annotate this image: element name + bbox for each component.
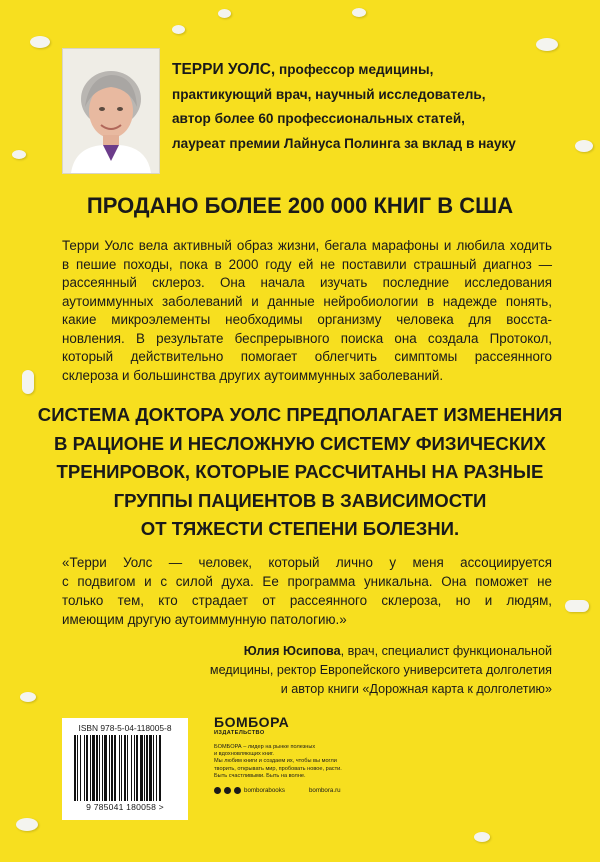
barcode-bar [90, 735, 91, 801]
quote-line: только тем, кто страдает от рассеянного склероза, но и людям, [62, 593, 552, 608]
barcode-digits: 9 785041 180058 > [86, 802, 164, 812]
publisher-desc-line: Быть счастливыми. Быть на волне. [214, 772, 306, 779]
barcode-bar [131, 735, 132, 801]
publisher-desc-line: и вдохновляющих книг. [214, 751, 274, 758]
description-line: какие микроэлементы необходимы организму человека для восста- [62, 312, 552, 327]
publisher-desc-line: Мы любим книги и создаем их, чтобы вы могли [214, 758, 337, 765]
instagram-icon [234, 787, 241, 794]
barcode-bar [111, 735, 113, 801]
testimonial-quote [62, 553, 552, 629]
description-paragraph [62, 237, 552, 385]
capsule-decoration [565, 600, 589, 612]
barcode-bar [77, 735, 78, 801]
barcode-bar [153, 735, 154, 801]
barcode-bar [104, 735, 107, 801]
byline-line: медицины, ректор Европейского университета долголетия [209, 663, 552, 677]
description-line: который действительно помогает облегчить симптомы рассеянного [62, 349, 552, 364]
author-bio-line: ТЕРРИ УОЛС, профессор медицины, [172, 61, 434, 78]
barcode-bar [119, 735, 120, 801]
description-line: Терри Уолс вела активный образ жизни, бегала марафоны и любила ходить [62, 238, 552, 253]
system-line: ТРЕНИРОВОК, КОТОРЫЕ РАССЧИТАНЫ НА РАЗНЫЕ [56, 461, 544, 482]
facebook-icon [214, 787, 221, 794]
barcode-bar [159, 735, 161, 801]
publisher-social [214, 787, 394, 794]
system-statement [0, 401, 600, 544]
system-line: ОТ ТЯЖЕСТИ СТЕПЕНИ БОЛЕЗНИ. [140, 518, 460, 539]
author-bio-line: автор более 60 профессиональных статей, [172, 111, 465, 126]
pill-decoration [352, 8, 366, 17]
description-line: рассеянный склероз. Она начала изучать последние исследования [62, 275, 552, 290]
capsule-decoration [22, 370, 34, 394]
pill-decoration [12, 150, 26, 159]
publisher-desc-line: БОМБОРА – лидер на рынке полезных [214, 744, 316, 750]
publisher-desc-line: творить, открывать мир, пробовать новое, расти. [214, 765, 342, 772]
vk-icon [224, 787, 231, 794]
barcode-bars [72, 735, 178, 801]
author-name: ТЕРРИ УОЛС, [172, 61, 276, 78]
barcode-bar [74, 735, 76, 801]
publisher-site: bombora.ru [308, 787, 341, 795]
barcode-bar [86, 735, 88, 801]
byline-line: и автор книги «Дорожная карта к долголетию» [280, 682, 552, 696]
system-line: СИСТЕМА ДОКТОРА УОЛС ПРЕДПОЛАГАЕТ ИЗМЕНЕНИЯ [37, 404, 563, 425]
barcode-bar [114, 735, 116, 801]
barcode [62, 718, 188, 820]
barcode-bar [92, 735, 95, 801]
quote-line: с подвигом и с силой духа. Ее программа уникальна. Она поможет не [62, 574, 552, 589]
pill-decoration [30, 36, 50, 48]
isbn-number: ISBN 978-5-04-118005-8 [78, 723, 172, 733]
author-photo [62, 48, 160, 174]
barcode-bar [109, 735, 110, 801]
pill-decoration [536, 38, 558, 51]
description-line: склероза и большинства других аутоиммунных заболеваний. [62, 367, 444, 383]
description-line: в пешие походы, пока в 2000 году ей не поставили страшный диагноз — [62, 256, 552, 272]
barcode-bar [121, 735, 122, 801]
byline-name: Юлия Юсипова [243, 644, 341, 658]
sales-claim: ПРОДАНО БОЛЕЕ 200 000 КНИГ В США [86, 193, 514, 218]
description-line: новления. В результате беспрерывного поиска она создала Протокол, [62, 330, 552, 346]
publisher-description [214, 744, 394, 780]
barcode-bar [140, 735, 143, 801]
barcode-bar [96, 735, 98, 801]
description-line: аутоиммунных заболеваний и данные нейробиологии в надежде понять, [62, 293, 552, 309]
pill-decoration [218, 9, 231, 18]
barcode-bar [144, 735, 145, 801]
system-line: ГРУППЫ ПАЦИЕНТОВ В ЗАВИСИМОСТИ [113, 489, 487, 511]
barcode-bar [127, 735, 128, 801]
barcode-bar [84, 735, 85, 801]
barcode-bar [146, 735, 148, 801]
publisher-block [214, 715, 394, 794]
quote-line: имеющим другую аутоиммунную патологию.» [62, 612, 347, 627]
system-line: В РАЦИОНЕ И НЕСЛОЖНУЮ СИСТЕМУ ФИЗИЧЕСКИХ [54, 432, 546, 454]
barcode-bar [136, 735, 138, 801]
byline-line: Юлия Юсипова, врач, специалист функциональной [243, 644, 552, 658]
pill-decoration [172, 25, 185, 34]
quote-line: «Терри Уолс — человек, который лично у меня ассоциируется [62, 555, 552, 570]
author-bio-line: лауреат премии Лайнуса Полинга за вклад в науку [172, 135, 516, 151]
barcode-bar [99, 735, 100, 801]
author-bio-line: практикующий врач, научный исследователь, [172, 86, 486, 102]
barcode-bar [149, 735, 152, 801]
author-bio [172, 58, 572, 156]
pill-decoration [575, 140, 593, 152]
pill-decoration [20, 692, 36, 702]
barcode-bar [124, 735, 126, 801]
barcode-bar [102, 735, 103, 801]
barcode-bar [80, 735, 81, 801]
barcode-bar [156, 735, 157, 801]
barcode-bar [134, 735, 135, 801]
pill-decoration [474, 832, 490, 842]
social-handle: bomborabooks [244, 787, 285, 795]
publisher-logo: БОМБОРА [214, 714, 290, 730]
publisher-subtitle: ИЗДАТЕЛЬСТВО [214, 730, 265, 736]
testimonial-byline [150, 642, 552, 699]
pill-decoration [16, 818, 38, 831]
